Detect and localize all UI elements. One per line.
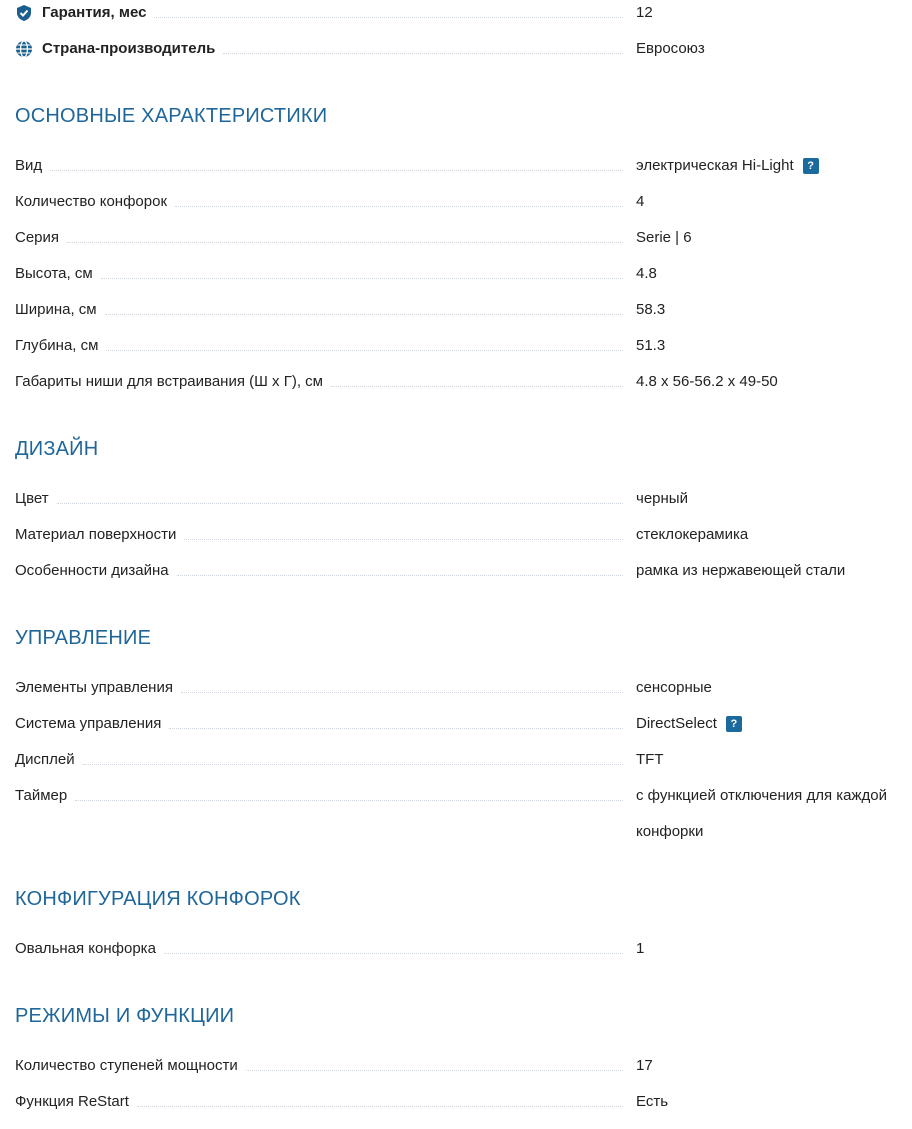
dotted-leader: [154, 17, 623, 18]
spec-row: [15, 228, 910, 248]
spec-value: 58.3: [636, 301, 666, 318]
spec-row: [15, 336, 910, 356]
spec-label: Страна-производитель: [42, 40, 216, 57]
spec-label: Элементы управления: [15, 679, 173, 696]
spec-row: [15, 372, 910, 392]
section-heading-design: ДИЗАЙН: [15, 438, 99, 460]
spec-label: Глубина, см: [15, 337, 99, 354]
spec-label: Гарантия, мес: [42, 4, 147, 21]
spec-row: [15, 750, 910, 770]
dotted-leader: [75, 800, 623, 801]
spec-label: Количество ступеней мощности: [15, 1057, 238, 1074]
spec-value: 4: [636, 193, 645, 210]
dotted-leader: [175, 206, 623, 207]
spec-value: с функцией отключения для каждой конфорки: [636, 787, 887, 840]
spec-value: Serie | 6: [636, 229, 692, 246]
spec-label: Система управления: [15, 715, 162, 732]
dotted-leader: [106, 350, 623, 351]
dotted-leader: [50, 170, 623, 171]
spec-row: [15, 300, 910, 320]
section-heading-burners: КОНФИГУРАЦИЯ КОНФОРОК: [15, 888, 301, 910]
dotted-leader: [246, 1070, 623, 1071]
spec-label: Дисплей: [15, 751, 75, 768]
spec-label: Высота, см: [15, 265, 93, 282]
spec-value: 12: [636, 4, 653, 21]
spec-value: 4.8 x 56-56.2 x 49-50: [636, 373, 778, 390]
spec-value: рамка из нержавеющей стали: [636, 562, 846, 579]
spec-value: 4.8: [636, 265, 657, 282]
dotted-leader: [83, 764, 623, 765]
spec-value: Евросоюз: [636, 40, 705, 57]
spec-value: TFT: [636, 751, 664, 768]
spec-label: Серия: [15, 229, 60, 246]
section-heading-modes: РЕЖИМЫ И ФУНКЦИИ: [15, 1005, 235, 1027]
dotted-leader: [331, 386, 623, 387]
spec-value: DirectSelect: [636, 715, 717, 732]
spec-row-warranty: [15, 3, 910, 23]
spec-value: стеклокерамика: [636, 526, 749, 543]
dotted-leader: [181, 692, 623, 693]
spec-row: [15, 939, 910, 959]
spec-row: [15, 1092, 910, 1112]
dotted-leader: [105, 314, 623, 315]
spec-row: [15, 264, 910, 284]
dotted-leader: [57, 503, 623, 504]
spec-value: 1: [636, 940, 645, 957]
spec-label: Вид: [15, 157, 43, 174]
dotted-leader: [177, 575, 623, 576]
dotted-leader: [67, 242, 623, 243]
spec-label: Функция ReStart: [15, 1093, 129, 1110]
globe-icon: [15, 40, 33, 58]
spec-label: Количество конфорок: [15, 193, 168, 210]
shield-check-icon: [15, 4, 33, 22]
spec-value: черный: [636, 490, 688, 507]
spec-value: 51.3: [636, 337, 666, 354]
spec-row: [15, 714, 910, 734]
spec-label: Таймер: [15, 787, 68, 804]
spec-row: [15, 786, 910, 842]
spec-row: [15, 489, 910, 509]
spec-row: [15, 561, 910, 581]
spec-label: Материал поверхности: [15, 526, 177, 543]
spec-value: 17: [636, 1057, 653, 1074]
dotted-leader: [101, 278, 623, 279]
dotted-leader: [223, 53, 623, 54]
spec-label: Особенности дизайна: [15, 562, 169, 579]
spec-row: [15, 156, 910, 176]
spec-value: электрическая Hi-Light: [636, 157, 794, 174]
spec-row-country: [15, 39, 910, 59]
dotted-leader: [184, 539, 623, 540]
spec-row: [15, 192, 910, 212]
spec-row: [15, 678, 910, 698]
spec-label: Овальная конфорка: [15, 940, 156, 957]
spec-label: Цвет: [15, 490, 49, 507]
section-heading-controls: УПРАВЛЕНИЕ: [15, 627, 152, 649]
spec-value: Есть: [636, 1093, 669, 1110]
section-heading-main: ОСНОВНЫЕ ХАРАКТЕРИСТИКИ: [15, 105, 328, 127]
spec-label: Габариты ниши для встраивания (Ш х Г), см: [15, 373, 323, 390]
spec-row: [15, 1056, 910, 1076]
help-button[interactable]: ?: [726, 716, 742, 732]
spec-value: сенсорные: [636, 679, 712, 696]
spec-row: [15, 525, 910, 545]
help-button[interactable]: ?: [803, 158, 819, 174]
spec-label: Ширина, см: [15, 301, 97, 318]
dotted-leader: [137, 1106, 623, 1107]
dotted-leader: [169, 728, 623, 729]
dotted-leader: [164, 953, 623, 954]
